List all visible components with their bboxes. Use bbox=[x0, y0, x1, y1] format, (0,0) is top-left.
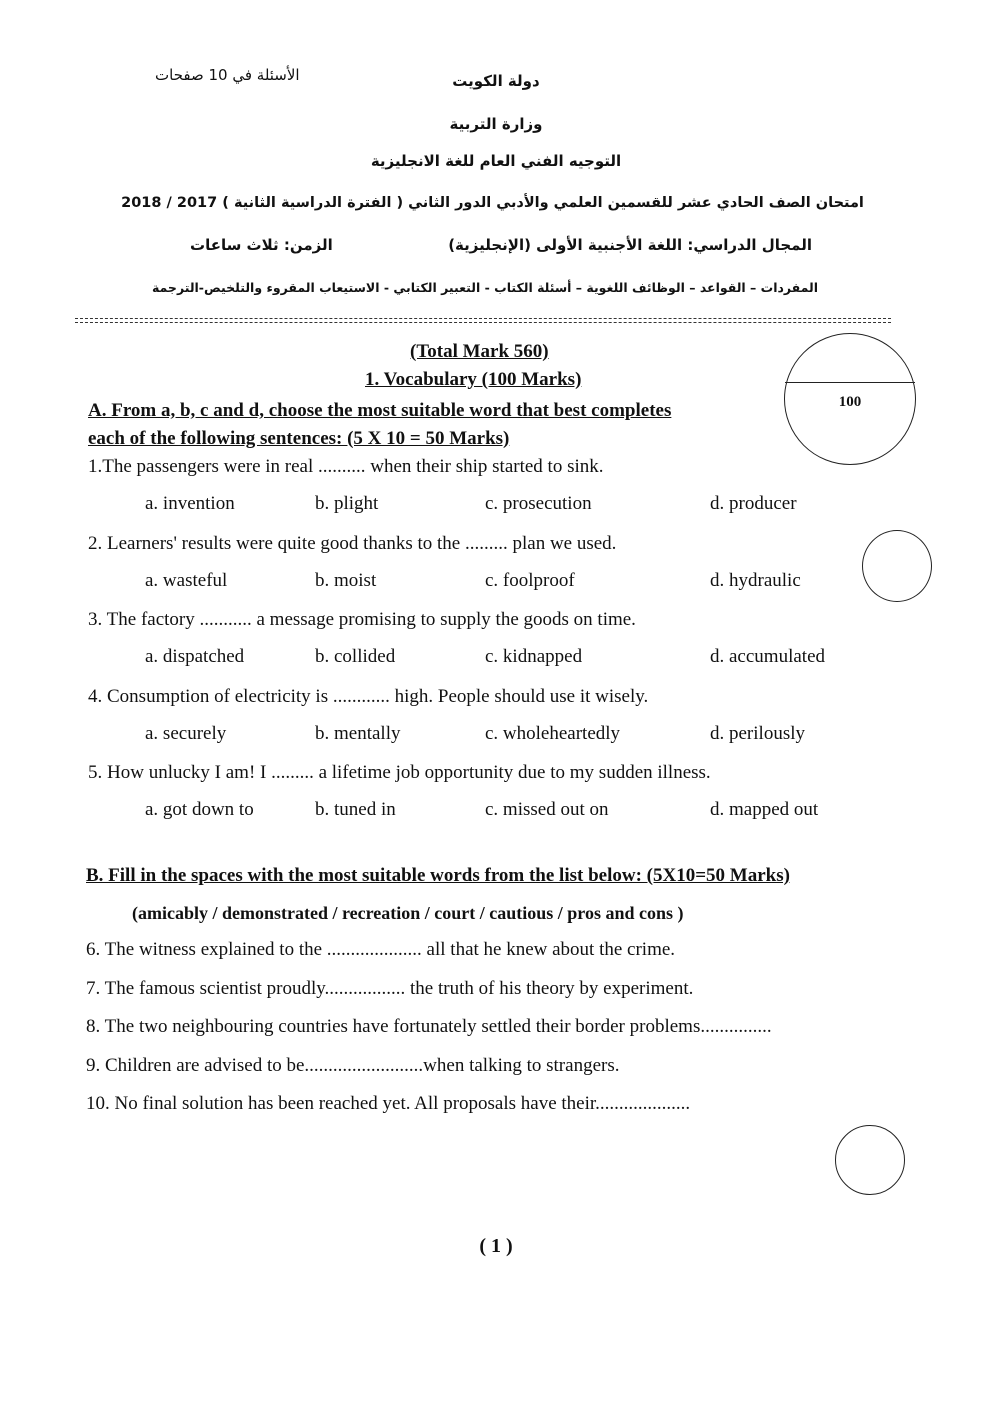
answer-option: a. wasteful bbox=[145, 569, 228, 591]
part-a-instruction: A. From a, b, c and d, choose the most suitable word that best completes bbox=[88, 400, 672, 421]
fill-in-question: 9. Children are advised to be.........................when talking to strangers. bbox=[86, 1054, 620, 1076]
exam-time: الزمن: ثلاث ساعات bbox=[190, 236, 333, 254]
answer-option: a. invention bbox=[145, 493, 235, 514]
fill-in-question: 6. The witness explained to the .................... all that he knew about the crime. bbox=[86, 939, 676, 960]
answer-option: a. dispatched bbox=[145, 646, 245, 667]
answer-option: b. mentally bbox=[315, 722, 401, 744]
score-value: 100 bbox=[838, 394, 862, 410]
fill-in-question: 7. The famous scientist proudly................. the truth of his theory by experiment. bbox=[86, 977, 694, 999]
fill-in-question: 10. No final solution has been reached yet. All proposals have their.................... bbox=[86, 1093, 691, 1114]
section-title: 1. Vocabulary (100 Marks) bbox=[365, 369, 582, 390]
question-text: 5. How unlucky I am! I ......... a lifetime job opportunity due to my sudden illness. bbox=[88, 762, 711, 783]
answer-option: d. mapped out bbox=[710, 799, 819, 820]
answer-option: b. plight bbox=[315, 493, 379, 514]
answer-option: d. producer bbox=[710, 493, 797, 514]
subject: المجال الدراسي: اللغة الأجنبية الأولى (الإنجليزية) bbox=[448, 236, 812, 254]
score-circle-empty bbox=[835, 1125, 905, 1195]
answer-option: b. moist bbox=[315, 569, 377, 591]
total-mark: (Total Mark 560) bbox=[410, 341, 549, 362]
divider bbox=[75, 318, 891, 319]
department: التوجيه الفني العام للغة الانجليزية bbox=[370, 152, 622, 170]
answer-option: a. securely bbox=[145, 722, 227, 744]
answer-option: b. collided bbox=[315, 646, 396, 667]
score-circle bbox=[784, 333, 916, 465]
question-text: 3. The factory ........... a message promising to supply the goods on time. bbox=[88, 609, 636, 630]
question-text: 2. Learners' results were quite good thanks to the ......... plan we used. bbox=[88, 532, 617, 554]
answer-option: d. hydraulic bbox=[710, 569, 801, 591]
word-list: (amicably / demonstrated / recreation / court / cautious / pros and cons ) bbox=[132, 903, 684, 923]
question-text: 4. Consumption of electricity is ............ high. People should use it wisely. bbox=[88, 685, 649, 707]
divider bbox=[75, 322, 891, 323]
part-b-instruction: B. Fill in the spaces with the most suitable words from the list below: (5X10=50 Marks) bbox=[86, 865, 790, 886]
fill-in-question: 8. The two neighbouring countries have fortunately settled their border problems............... bbox=[86, 1016, 772, 1037]
ministry: وزارة التربية bbox=[449, 115, 543, 133]
answer-option: c. foolproof bbox=[485, 569, 575, 591]
country: دولة الكويت bbox=[452, 72, 540, 90]
answer-option: a. got down to bbox=[145, 799, 254, 820]
exam-title: امتحان الصف الحادي عشر للقسمين العلمي والأدبي الدور الثاني ( الفترة الدراسية الثانية ) 2017 / 2018 bbox=[121, 195, 864, 211]
question-text: 1.The passengers were in real .......... when their ship started to sink. bbox=[88, 456, 604, 477]
part-a-instruction: each of the following sentences: (5 X 10 = 50 Marks) bbox=[88, 428, 510, 449]
pages-note: الأسئلة في 10 صفحات bbox=[155, 66, 300, 84]
score-circle-empty bbox=[862, 530, 932, 602]
answer-option: c. missed out on bbox=[485, 799, 609, 820]
exam-sections: المفردات – القواعد – الوظائف اللغوية – أسئلة الكتاب - التعبير الكتابي - الاستيعاب المقروء والتلخيص-الترجمة bbox=[151, 280, 819, 295]
answer-option: c. wholeheartedly bbox=[485, 722, 621, 744]
answer-option: c. prosecution bbox=[485, 493, 592, 514]
answer-option: d. perilously bbox=[710, 722, 805, 744]
answer-option: d. accumulated bbox=[710, 646, 826, 667]
answer-option: c. kidnapped bbox=[485, 646, 583, 667]
page-number: ( 1 ) bbox=[479, 1235, 513, 1257]
answer-option: b. tuned in bbox=[315, 799, 396, 820]
